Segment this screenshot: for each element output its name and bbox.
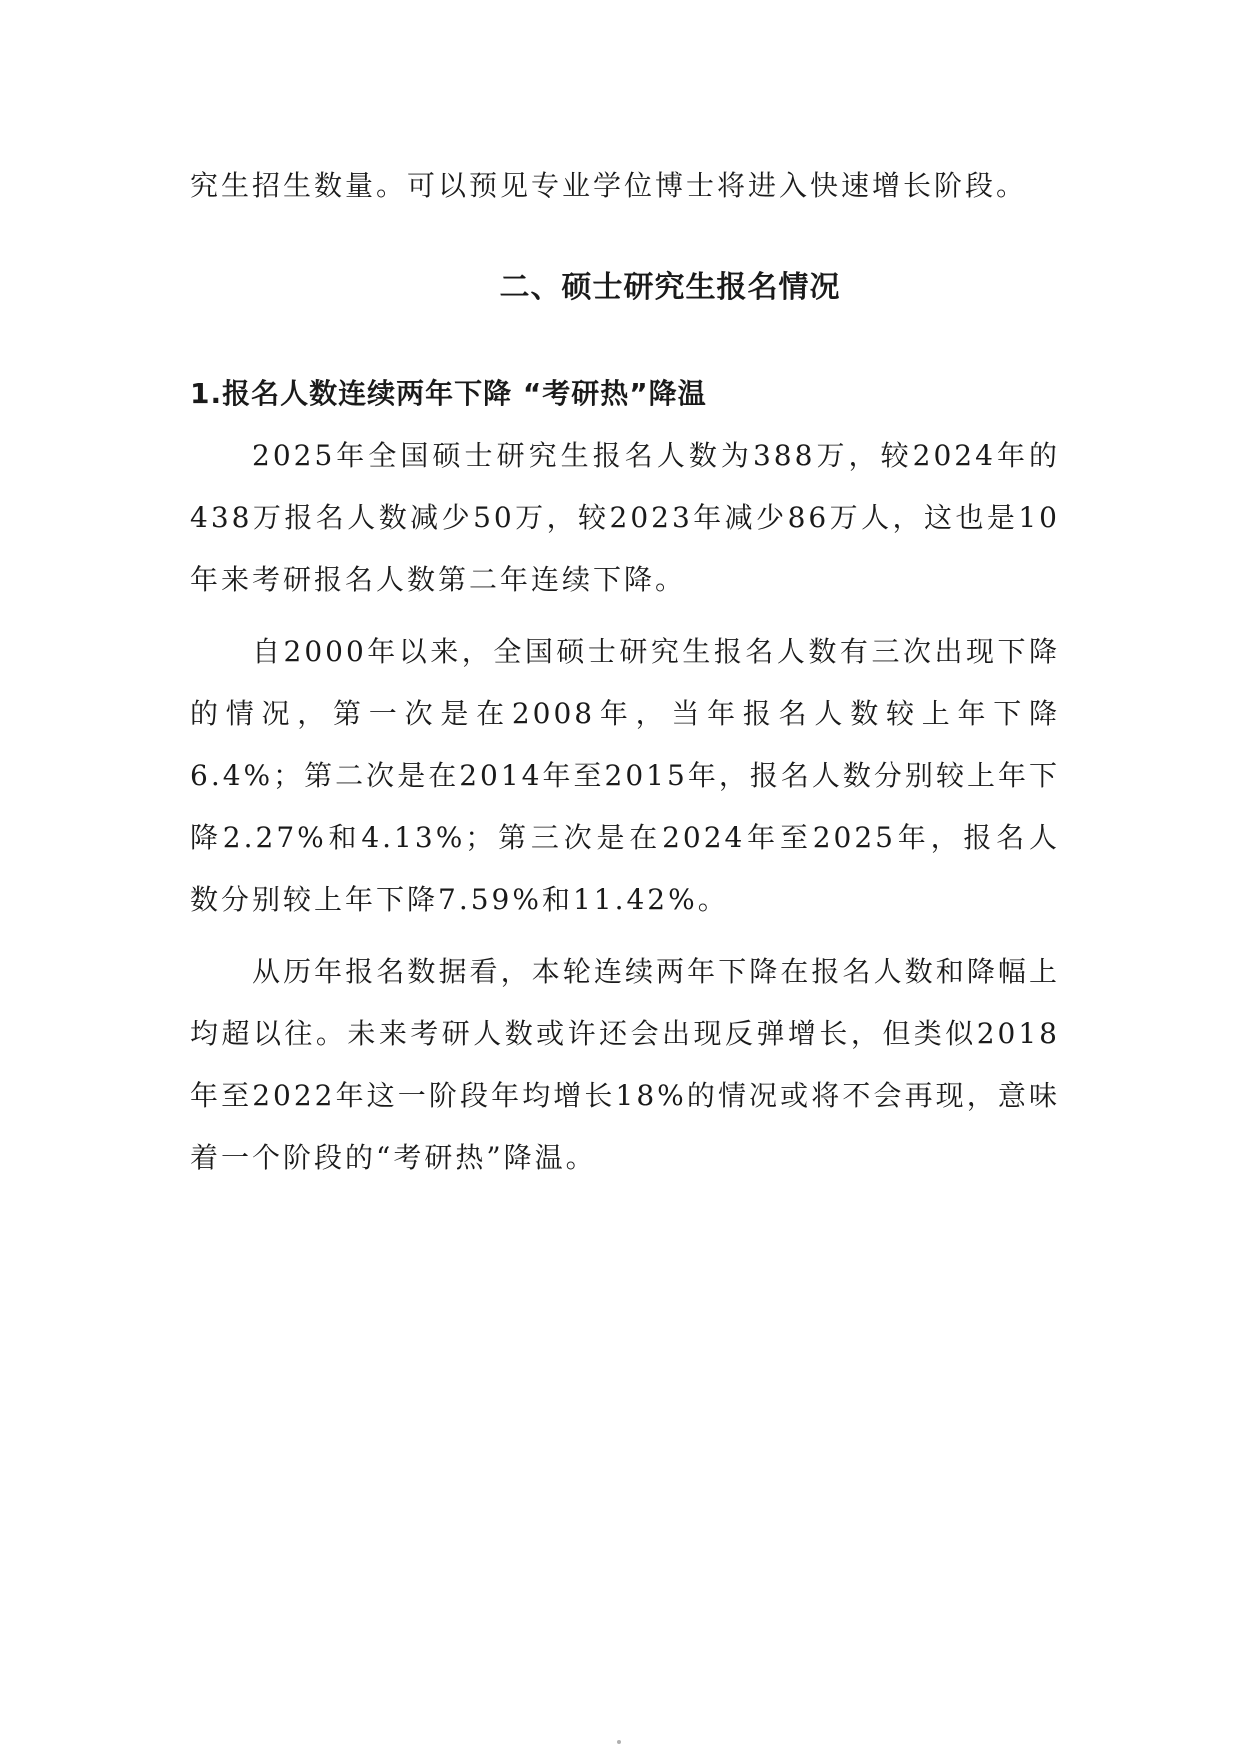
subsection-heading: 1.报名人数连续两年下降 “考研热”降温	[190, 377, 707, 410]
page-marker	[617, 1740, 621, 1744]
body-paragraph-1: 2025年全国硕士研究生报名人数为388万，较2024年的438万报名人数减少50万，较2023年减少86万人，这也是10年来考研报名人数第二年连续下降。	[190, 439, 1060, 596]
body-paragraph-2: 自2000年以来，全国硕士研究生报名人数有三次出现下降的情况，第一次是在2008年，当年报名人数较上年下降6.4%；第二次是在2014年至2015年，报名人数分别较上年下降2.27%和4.13%；第三次是在2024年至2025年，报名人数分别较上年下降7.59%和11.42%。	[190, 635, 1060, 916]
continued-paragraph: 究生招生数量。可以预见专业学位博士将进入快速增长阶段。	[190, 169, 1028, 202]
document-body	[190, 155, 1060, 1189]
body-paragraph-3: 从历年报名数据看，本轮连续两年下降在报名人数和降幅上均超以往。未来考研人数或许还会出现反弹增长，但类似2018年至2022年这一阶段年均增长18%的情况或将不会再现，意味着一个阶段的“考研热”降温。	[190, 955, 1060, 1174]
section-heading: 二、硕士研究生报名情况	[499, 270, 841, 305]
